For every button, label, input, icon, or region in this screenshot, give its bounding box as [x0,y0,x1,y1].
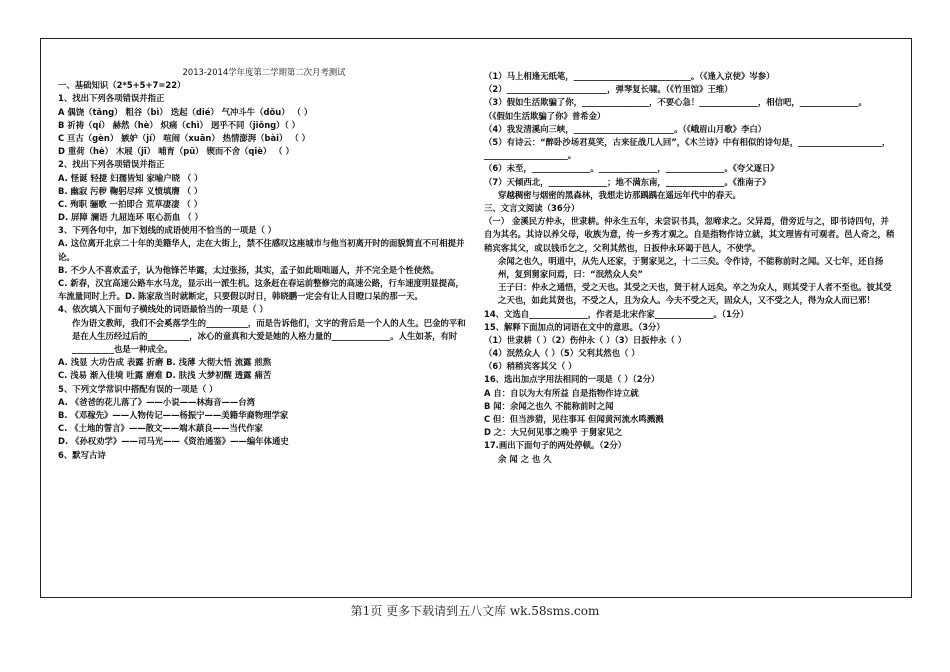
question-16: 16、选出加点字用法相同的一项是（ ）（2分） [484,374,660,385]
poem-fill-line: （3）假如生活欺骗了你，________________，不要心急！______________，相信吧，______________。 [484,97,867,108]
question-6: 6、默写古诗 [58,449,106,460]
poem-fill-line: （7）天倾西北，______________；地不满东南，______________。《淮南子》 [484,176,771,187]
option-line: D 之：大兄何见事之晚乎 于舅家见之 [484,427,623,438]
exam-title: 2013-2014学年度第二学期第二次月考测试 [182,67,346,77]
classical-passage: 余闻之也久，明道中，从先人还家，于舅家见之，十二三矣。令作诗，不能称前时之闻。又七年，还自扬州，复到舅家问焉，曰：“泯然众人矣” [498,255,884,279]
option-line: （6）稍稍宾客其父（ ） [484,361,577,372]
option-line: C 但：但当涉猎，见往事耳 但闻黄河流水鸣溅溅 [484,414,664,425]
option-line: （1）世隶耕（ ）（2）伤仲永（ ）（3）日扳仲永（ ） [484,334,687,345]
option-line: B. 不少人不喜欢孟子，认为他锋芒毕露，太过张扬，其实，孟子如此咄咄逼人，并不完全是个性使然。 [58,264,439,275]
question-4-passage: 作为语文教师，我们不会奚落学生的__________，而是告诉他们，文字的背后是一个人的人生。巴金的平和是在人生历经过后的__________，冰心的童真和大爱是她的人格力量的______________。人生如茶，有时__________也是一种成全。 [72,317,466,355]
option-line: C. 浅易 渐入佳境 吐露 磨难 D. 肤浅 大梦初醒 透露 痛苦 [58,370,272,381]
question-1: 1、找出下列各项错误并指正 [58,93,165,104]
section-heading: 一、基础知识（2*5+5+7=22） [58,80,186,91]
option-line: B 闻：余闻之也久 不能称前时之闻 [484,400,614,411]
question-15: 15、解释下面加点的词语在文中的意思。（3分） [484,321,665,332]
option-line: C 亘古（gèn） 嫉妒（jí） 喧闹（xuān） 热情澎湃（bài） （ ） [58,132,311,143]
classical-passage: （一） 金溪民方仲永，世隶耕。仲永生五年，未尝识书具，忽啼求之。父异焉，借旁近与之，即书诗四句，并自为其名。其诗以养父母，收族为意，传一乡秀才观之。自是指物作诗立就，其文理皆有可观者。邑人奇之，稍稍宾客其父，或以钱币乞之，父利其然也，日扳仲永环谒于邑人，不使学。 [484,216,895,253]
classical-passage: 王子曰：仲永之通悟，受之天也。其受之天也，贤于材人远矣。卒之为众人，则其受于人者不至也。彼其受之天也，如此其贤也，不受之人，且为众人。今夫不受之天，固众人，又不受之人，得为众人而已邪！ [498,282,892,306]
question-17: 17.画出下面句子的两处停顿。（2分） [484,440,627,451]
option-paragraph: C. 新春，汉宜高速公路车水马龙，显示出一派生机。这条赶在春运前整修完的高速公路，行车速度明显提高，车流量同时上升。D. 陈家敌当时就断定，只要假以时日，韩晓鹏一定会有让人目瞪口呆的那一天。 [58,278,464,302]
option-line: B. 幽寂 污秽 鞠躬尽瘁 义愤填膺 （ ） [58,185,203,196]
question-4: 4、依次填入下面句子横线处的词语最恰当的一项是（ ） [58,304,268,315]
option-line: （4）泯然众人（ ）（5）父利其然也（ ） [484,348,640,359]
question-2: 2、找出下列各项错误并指正 [58,159,165,170]
option-line: B. 《邓稼先》——人物传记——杨振宁——美籍华裔物理学家 [58,409,289,420]
sentence-to-mark: 余 闻 之 也 久 [498,453,552,464]
left-column [58,66,470,462]
option-paragraph: A. 这位离开北京二十年的美籍华人，走在大街上，禁不住感叹这座城市与他当初离开时的面貌简直不可相提并论。 [58,238,465,262]
option-line: C. 殉职 骊歌 一拍即合 荒草凄凄 （ ） [58,198,203,209]
question-3: 3、下列各句中，加下划线的成语使用不恰当的一项是（ ） [58,225,277,236]
section-heading: 三、文言文阅读（36分） [484,202,580,213]
option-line: A. 浅显 大功告成 表露 折磨 B. 浅薄 大彻大悟 流露 煎熬 [58,357,272,368]
option-line: A 偶饶（tǎng） 粗谷（bì） 迭起（dié） 气冲斗牛（dǒu） （ ） [58,106,313,117]
option-line: A. 怪诞 轻捷 妇孺皆知 家喻户晓 （ ） [58,172,203,183]
option-line: D 重荷（hè） 木屐（jī） 哺育（pǔ） 锲而不舍（qiè） （ ） [58,146,294,157]
poem-fill-line: （6）未至，______________。______________，______________。《夸父逐日》 [484,163,779,174]
poem-fill-paragraph: （5）有诗云：“醉卧沙场君莫笑，古来征战几人回”，《木兰诗》中有相似的诗句是，____________________，____________________。 [484,136,891,161]
option-line: A 自：自以为大有所益 自是指物作诗立就 [484,387,639,398]
option-line: D. 屏障 澜语 九屈连环 呕心沥血 （ ） [58,212,203,223]
option-line: D. 《孙权劝学》——司马光——《资治通鉴》——编年体通史 [58,436,289,447]
poem-fill-line: （1）马上相逢无纸笔，____________________________。（《逢入京使》岑参） [484,71,775,81]
prose-line: 穿越稠密与烟密的黑森林，我想走访那踽踽在遥远年代中的春天。 [498,189,741,200]
option-line: C. 《土地的誓言》——散文——端木蕻良——当代作家 [58,423,263,434]
page-footer: 第1页 更多下载请到五八文库 wk.58sms.com [350,604,600,618]
option-line: A. 《爸爸的花儿落了》——小说——林海音——台湾 [58,396,255,407]
poem-fill-line: （4）我发清溪向三峡，________________________。（《峨眉山月歌》李白） [484,123,767,134]
option-line: B 祈祷（qí） 赫然（hè） 炽痛（chì） 迥乎不同（jiǒng）（ ） [58,119,301,130]
question-14: 14、文选自______________，作者是北宋作家______________。（1分） [484,308,749,319]
question-5: 5、下列文学常识中搭配有误的一项是（ ） [58,383,218,394]
poem-source: （《假如生活欺骗了你》普希金） [484,110,606,121]
right-column [484,70,896,466]
poem-fill-line: （2）________________________，弹琴复长啸。（《竹里馆》王维） [484,84,733,95]
